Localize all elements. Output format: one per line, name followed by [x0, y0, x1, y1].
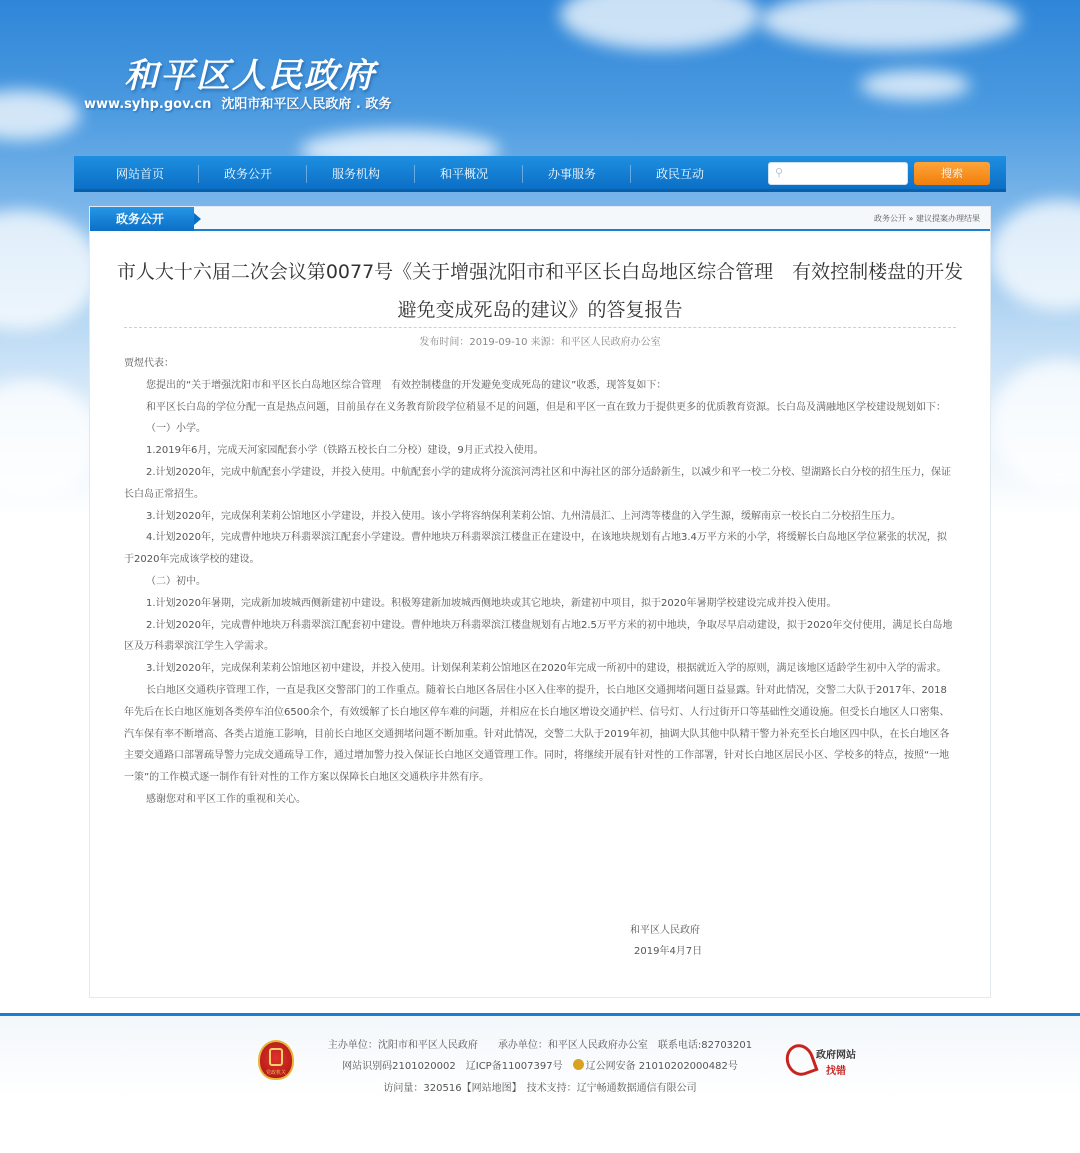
breadcrumb[interactable]: 政务公开 » 建议提案办理结果 [874, 214, 980, 223]
article-paragraph: 您提出的“关于增强沈阳市和平区长白岛地区综合管理 有效控制楼盘的开发避免变成死岛的建议”收悉，现答复如下： [146, 379, 667, 391]
site-logo-subtitle [84, 93, 401, 112]
search-input[interactable] [789, 165, 904, 182]
site-subtitle: 沈阳市和平区人民政府 . 政务 [221, 97, 392, 112]
nav-item-overview[interactable]: 和平概况 [439, 167, 488, 181]
tab-gov-affairs[interactable]: 政务公开 [90, 207, 194, 231]
cloud-decoration [990, 360, 1080, 490]
nav-item-service-agencies[interactable]: 服务机构 [331, 167, 380, 181]
error-report-icon [781, 1040, 818, 1080]
cloud-decoration [0, 90, 80, 140]
article-title [114, 253, 966, 329]
article-date: 2019年4月7日 [634, 946, 703, 957]
nav-item-services[interactable]: 办事服务 [547, 167, 596, 181]
gov-site-error-report[interactable] [786, 1044, 866, 1080]
emblem-label: 党政机关 [265, 1070, 286, 1076]
cloud-decoration [990, 200, 1080, 310]
article-paragraph: 和平区长白岛的学位分配一直是热点问题，目前虽存在义务教育阶段学位稍显不足的问题，但是和平区一直在致力于提供更多的优质教育资源。长白岛及满融地区学校建设规划如下： [146, 401, 946, 413]
article-paragraph: （二）初中。 [146, 575, 206, 587]
footer-registration-line [0, 1057, 1080, 1072]
article-salutation: 贾煜代表： [124, 358, 174, 369]
cloud-decoration [0, 380, 100, 500]
footer-icp[interactable]: 网站识别码2101020002 辽ICP备11007397号 [342, 1061, 573, 1072]
cloud-decoration [560, 0, 760, 50]
article-paragraph: 2.计划2020年，完成曹仲地块万科翡翠滨江配套初中建设。曹仲地块万科翡翠滨江楼盘规划有占地2.5万平方米的初中地块，争取尽早启动建设，拟于2020年交付使用，满足长白岛地区及万科翡翠滨江学生入学需求。 [124, 619, 953, 653]
footer-police-record[interactable]: 辽公网安备 21010202000482号 [585, 1061, 738, 1072]
error-report-label-top: 政府网站 [816, 1050, 856, 1061]
cloud-decoration [860, 70, 970, 100]
search-button[interactable]: 搜索 [914, 162, 990, 185]
error-report-label-bottom: 找错 [826, 1066, 846, 1077]
site-domain: www.syhp.gov.cn [84, 97, 212, 112]
police-badge-icon [573, 1059, 584, 1070]
search-box [768, 162, 908, 185]
main-nav [74, 156, 1006, 192]
article-title-line: 避免变成死岛的建议》的答复报告 [397, 299, 683, 321]
article-paragraph: 4.计划2020年，完成曹仲地块万科翡翠滨江配套小学建设。曹仲地块万科翡翠滨江楼盘正在建设中，在该地块规划有占地3.4万平方米的小学，将缓解长白岛地区学位紧张的状况，拟于2020年完成该学校的建设。 [124, 532, 947, 566]
cloud-decoration [760, 0, 1020, 50]
article-title-line: 市人大十六届二次会议第0077号《关于增强沈阳市和平区长白岛地区综合管理 有效控制楼盘的开发 [116, 261, 964, 283]
nav-item-interaction[interactable]: 政民互动 [655, 167, 704, 181]
article-paragraph: 1.2019年6月，完成天河家园配套小学（铁路五校长白二分校）建设，9月正式投入使用。 [146, 445, 544, 457]
article-paragraph: 长白地区交通秩序管理工作，一直是我区交警部门的工作重点。随着长白地区各居住小区入住率的提升，长白地区交通拥堵问题日益显露。针对此情况，交警二大队于2017年、2018年先后在长白地区施划各类停车泊位6500余个，有效缓解了长白地区停车难的问题，并相应在长白地区增设交通护栏、信号灯、人行过街开口等基础性交通设施。但受长白地区人口密集、汽车保有率不断增高、各类占道施工影响，目前长白地区交通拥堵问题不断加重。针对此情况，交警二大队于2019年初，抽调大队其他中队精干警力补充至长白地区四中队，在长白地区各主要交通路口部署疏导警力完成交通疏导工作，通过增加警力投入保证长白地区交通管理工作。同时，将继续开展有针对性的工作部署，针对长白地区居民小区、学校多的特点，按照“一地一策”的工作模式逐一制作有针对性的工作方案以保障长白地区交通秩序井然有序。 [124, 684, 950, 784]
article-meta: 发布时间：2019-09-10 来源：和平区人民政府办公室 [419, 337, 661, 348]
article-signature: 和平区人民政府 [630, 925, 700, 936]
footer-visits-line: 访问量：320516【网站地图】 技术支持：辽宁畅通数据通信有限公司 [383, 1083, 697, 1094]
article-paragraph: 3.计划2020年，完成保利茉莉公馆地区初中建设，并投入使用。计划保利茉莉公馆地区在2020年完成一所初中的建设，根据就近入学的原则，满足该地区适龄学生初中入学的需求。 [146, 663, 947, 675]
site-logo-title[interactable]: 和平区人民政府 [124, 56, 376, 96]
footer-sponsor-line: 主办单位：沈阳市和平区人民政府 承办单位：和平区人民政府办公室 联系电话:82703201 [327, 1040, 753, 1051]
article-paragraph: （一）小学。 [146, 423, 206, 435]
cloud-decoration [0, 210, 100, 330]
article-paragraph: 1.计划2020年暑期，完成新加坡城西侧新建初中建设。积极筹建新加坡城西侧地块或其它地块，新建初中项目，拟于2020年暑期学校建设完成并投入使用。 [146, 597, 837, 609]
tab-arrow-icon [194, 213, 201, 225]
title-divider [124, 327, 956, 328]
content-card [89, 206, 991, 998]
nav-item-gov-affairs[interactable]: 政务公开 [223, 167, 272, 181]
article-body [124, 353, 954, 811]
section-tabbar [90, 207, 990, 231]
nav-item-home[interactable]: 网站首页 [115, 167, 164, 181]
article-paragraph: 3.计划2020年，完成保利茉莉公馆地区小学建设，并投入使用。该小学将容纳保利茉莉公馆、九州清晨汇、上河湾等楼盘的入学生源，缓解南京一校长白二分校招生压力。 [146, 510, 901, 522]
article-paragraph: 2.计划2020年，完成中航配套小学建设，并投入使用。中航配套小学的建成将分流滨河湾社区和中海社区的部分适龄新生，以减少和平一校二分校、望湖路长白分校的招生压力，保证长白岛正常招生。 [124, 466, 951, 500]
article-paragraph: 感谢您对和平区工作的重视和关心。 [146, 793, 306, 805]
search-icon: ⚲ [775, 166, 784, 179]
